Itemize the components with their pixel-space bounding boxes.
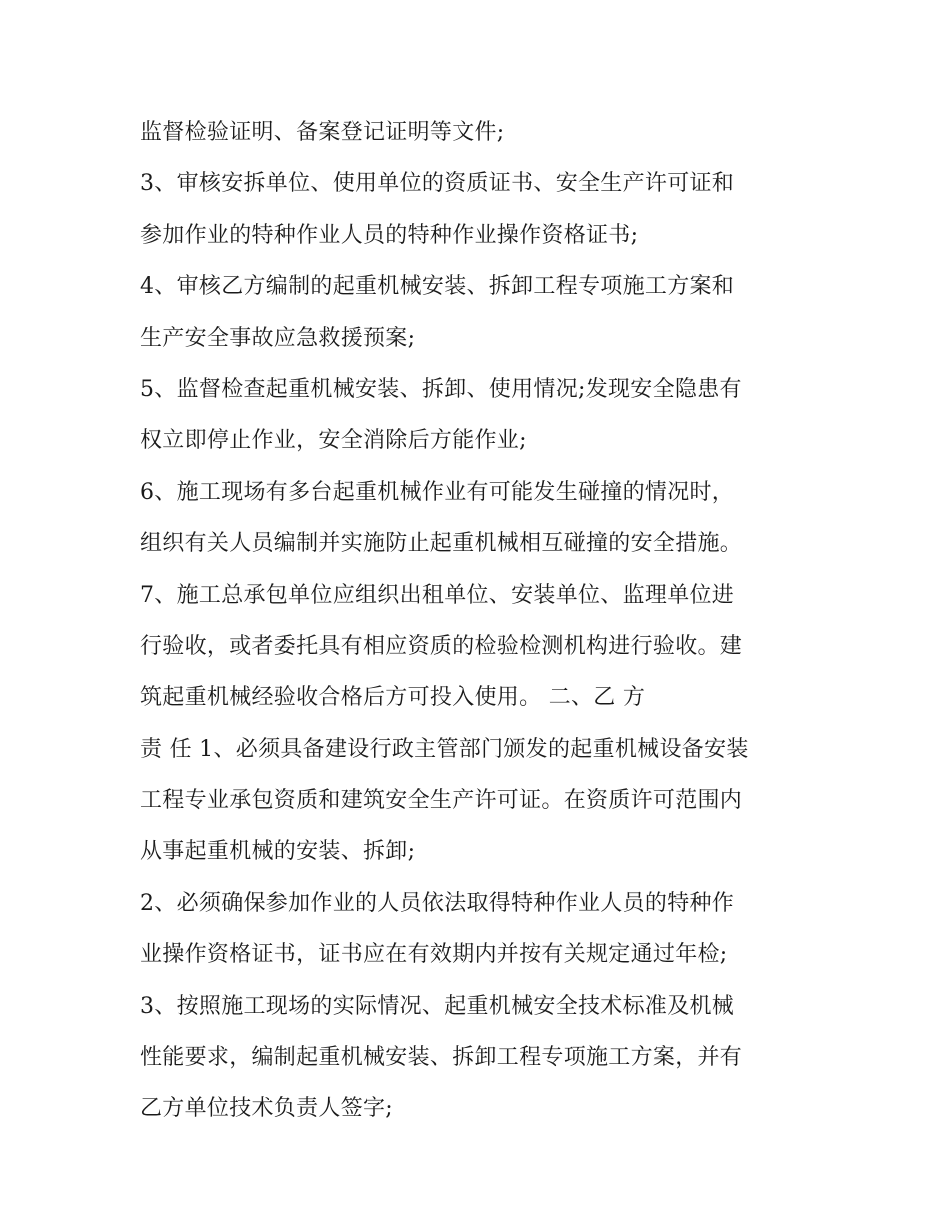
- text-line: 乙方单位技术负责人签字;: [140, 1096, 394, 1122]
- text-line: 6、施工现场有多台起重机械作业有可能发生碰撞的情况时，: [140, 479, 735, 505]
- text-line: 筑起重机械经验收合格后方可投入使用。 二、乙 方: [140, 685, 646, 711]
- text-line: 3、按照施工现场的实际情况、起重机械安全技术标准及机械: [140, 993, 735, 1019]
- text-line: 业操作资格证书，证书应在有效期内并按有关规定通过年检;: [140, 942, 728, 968]
- text-line: 2、必须确保参加作业的人员依法取得特种作业人员的特种作: [140, 890, 735, 916]
- text-line: 责 任 1、必须具备建设行政主管部门颁发的起重机械设备安装: [140, 736, 749, 762]
- text-line: 组织有关人员编制并实施防止起重机械相互碰撞的安全措施。: [140, 531, 743, 557]
- text-line: 5、监督检查起重机械安装、拆卸、使用情况;发现安全隐患有: [140, 376, 742, 402]
- text-line: 3、审核安拆单位、使用单位的资质证书、安全生产许可证和: [140, 171, 735, 197]
- text-line: 生产安全事故应急救援预案;: [140, 325, 416, 351]
- text-line: 监督检验证明、备案登记证明等文件;: [140, 120, 505, 145]
- text-line: 工程专业承包资质和建筑安全生产许可证。在资质许可范围内: [140, 788, 743, 814]
- text-line: 权立即停止作业，安全消除后方能作业;: [140, 428, 527, 454]
- text-line: 7、施工总承包单位应组织出租单位、安装单位、监理单位进: [140, 582, 735, 608]
- text-line: 参加作业的特种作业人员的特种作业操作资格证书;: [140, 222, 639, 248]
- text-line: 4、审核乙方编制的起重机械安装、拆卸工程专项施工方案和: [140, 274, 735, 300]
- text-line: 行验收，或者委托具有相应资质的检验检测机构进行验收。建: [140, 633, 743, 659]
- body-text: [140, 107, 830, 1135]
- text-line: 性能要求，编制起重机械安装、拆卸工程专项施工方案，并有: [140, 1045, 743, 1071]
- text-line: 从事起重机械的安装、拆卸;: [140, 839, 416, 865]
